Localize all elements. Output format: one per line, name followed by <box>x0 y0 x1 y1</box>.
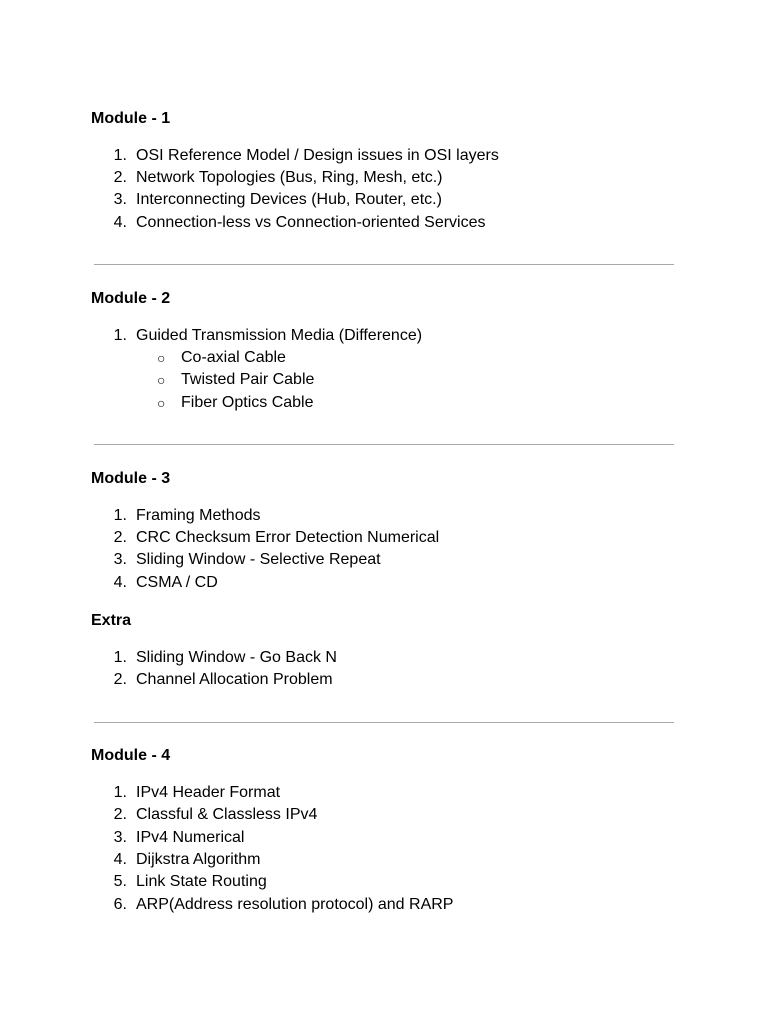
module-2-heading: Module - 2 <box>91 290 171 307</box>
list-number: 2. <box>113 529 127 546</box>
horizontal-divider <box>94 722 674 723</box>
list-item-text: OSI Reference Model / Design issues in OSI layers <box>136 147 499 164</box>
sub-list-item-text: Fiber Optics Cable <box>181 394 314 411</box>
module-1-heading: Module - 1 <box>91 110 171 127</box>
list-item-text: Framing Methods <box>136 507 261 524</box>
horizontal-divider <box>94 264 674 265</box>
list-item-text: CSMA / CD <box>136 574 218 591</box>
list-item-text: Guided Transmission Media (Difference) <box>136 327 423 344</box>
list-number: 4. <box>113 214 127 231</box>
list-number: 1. <box>113 649 127 666</box>
sub-list-item-text: Twisted Pair Cable <box>181 371 315 388</box>
sub-list-item-text: Co-axial Cable <box>181 349 286 366</box>
list-number: 1. <box>113 784 127 801</box>
list-item-text: Dijkstra Algorithm <box>136 851 261 868</box>
list-number: 3. <box>113 191 127 208</box>
list-item-text: Sliding Window - Selective Repeat <box>136 551 381 568</box>
list-item-text: Link State Routing <box>136 873 267 890</box>
list-item-text: CRC Checksum Error Detection Numerical <box>136 529 440 546</box>
list-number: 1. <box>113 507 127 524</box>
list-item-text: Interconnecting Devices (Hub, Router, etc.) <box>136 191 442 208</box>
list-number: 2. <box>113 806 127 823</box>
list-number: 6. <box>113 896 127 913</box>
extra-heading: Extra <box>91 612 132 629</box>
list-number: 4. <box>113 574 127 591</box>
list-item-text: Channel Allocation Problem <box>136 671 333 688</box>
module-3-heading: Module - 3 <box>91 470 171 487</box>
list-number: 4. <box>113 851 127 868</box>
circle-bullet-icon: ○ <box>157 350 166 366</box>
list-item-text: Sliding Window - Go Back N <box>136 649 337 666</box>
module-4-heading: Module - 4 <box>91 747 171 764</box>
list-item-text: ARP(Address resolution protocol) and RARP <box>136 896 454 913</box>
list-item-text: Classful & Classless IPv4 <box>136 806 318 823</box>
list-item-text: Network Topologies (Bus, Ring, Mesh, etc.) <box>136 169 443 186</box>
list-number: 3. <box>113 551 127 568</box>
circle-bullet-icon: ○ <box>157 372 166 388</box>
list-item-text: IPv4 Numerical <box>136 829 245 846</box>
list-number: 2. <box>113 671 127 688</box>
list-number: 2. <box>113 169 127 186</box>
list-number: 3. <box>113 829 127 846</box>
list-number: 1. <box>113 327 127 344</box>
list-number: 5. <box>113 873 127 890</box>
list-number: 1. <box>113 147 127 164</box>
horizontal-divider <box>94 444 674 445</box>
circle-bullet-icon: ○ <box>157 395 166 411</box>
list-item-text: Connection-less vs Connection-oriented Services <box>136 214 486 231</box>
list-item-text: IPv4 Header Format <box>136 784 281 801</box>
